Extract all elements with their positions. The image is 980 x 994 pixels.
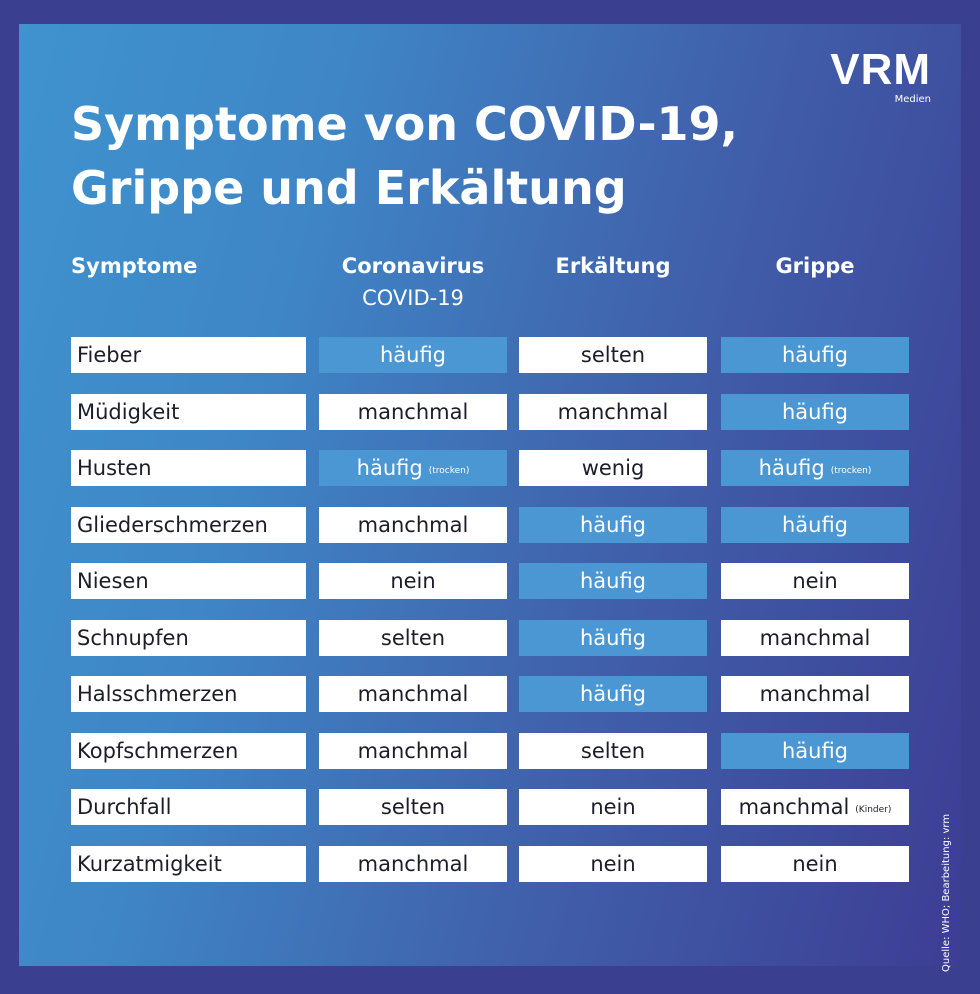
frequency-text: manchmal	[357, 682, 469, 706]
cold-cell	[519, 789, 707, 825]
title-line-2: Grippe und Erkältung	[71, 161, 627, 215]
symptom-cell: Kurzatmigkeit	[71, 846, 306, 882]
frequency-text: häufig	[781, 343, 849, 367]
corona-cell	[319, 620, 507, 656]
header-symptom: Symptome	[71, 254, 198, 278]
symptom-cell: Fieber	[71, 337, 306, 373]
frequency-text: manchmal	[759, 682, 871, 706]
cold-cell	[519, 563, 707, 599]
flu-cell	[721, 394, 909, 430]
frequency-text: häufig	[579, 682, 647, 706]
corona-cell	[319, 846, 507, 882]
infographic-card	[19, 24, 961, 972]
corona-cell	[319, 563, 507, 599]
flu-cell	[721, 507, 909, 543]
header-cold: Erkältung	[555, 254, 671, 278]
symptom-cell: Niesen	[71, 563, 306, 599]
vrm-logo	[830, 45, 931, 106]
corona-cell	[319, 733, 507, 769]
frequency-text: nein	[590, 852, 636, 876]
corona-cell	[319, 450, 507, 486]
symptom-cell: Husten	[71, 450, 306, 486]
frequency-text: häufig	[356, 456, 423, 480]
frequency-text: nein	[590, 795, 636, 819]
header-flu: Grippe	[775, 254, 855, 278]
flu-cell	[721, 450, 909, 486]
flu-cell	[721, 789, 909, 825]
flu-cell	[721, 563, 909, 599]
corona-cell	[319, 507, 507, 543]
flu-cell	[721, 733, 909, 769]
frequency-text: manchmal	[759, 626, 871, 650]
frequency-text: selten	[580, 739, 646, 763]
frequency-text: selten	[580, 343, 646, 367]
frequency-text: häufig	[758, 456, 825, 480]
frequency-note: (trocken)	[428, 466, 470, 476]
title-line-1: Symptome von COVID-19,	[71, 97, 739, 151]
frequency-text: häufig	[781, 400, 849, 424]
frequency-text: häufig	[579, 626, 647, 650]
frequency-text: häufig	[579, 513, 647, 537]
corona-cell	[319, 676, 507, 712]
frequency-text: häufig	[579, 569, 647, 593]
source-note: Quelle: WHO; Bearbeitung: vrm	[941, 813, 952, 972]
cold-cell	[519, 394, 707, 430]
flu-cell	[721, 337, 909, 373]
page-title	[71, 92, 738, 220]
symptom-cell: Durchfall	[71, 789, 306, 825]
corona-cell	[319, 337, 507, 373]
flu-cell	[721, 620, 909, 656]
symptom-cell: Müdigkeit	[71, 394, 306, 430]
cold-cell	[519, 620, 707, 656]
frequency-text: manchmal	[357, 852, 469, 876]
cold-cell	[519, 450, 707, 486]
frequency-text: manchmal	[557, 400, 669, 424]
frequency-text: manchmal	[357, 400, 469, 424]
logo-sub: Medien	[894, 94, 931, 105]
frequency-note: (Kinder)	[855, 805, 892, 815]
cold-cell	[519, 733, 707, 769]
cold-cell	[519, 337, 707, 373]
frequency-text: nein	[792, 569, 838, 593]
symptom-cell: Schnupfen	[71, 620, 306, 656]
frequency-text: manchmal	[738, 795, 850, 819]
frequency-text: nein	[792, 852, 838, 876]
frequency-note: (trocken)	[830, 466, 872, 476]
symptom-cell: Gliederschmerzen	[71, 507, 306, 543]
frequency-text: selten	[380, 626, 446, 650]
cold-cell	[519, 676, 707, 712]
flu-cell	[721, 676, 909, 712]
logo-brand: VRM	[830, 45, 931, 94]
frequency-text: selten	[380, 795, 446, 819]
frequency-text: wenig	[581, 456, 645, 480]
frequency-text: manchmal	[357, 739, 469, 763]
frequency-text: häufig	[379, 343, 447, 367]
header-corona: Coronavirus	[341, 254, 485, 278]
symptom-cell: Kopfschmerzen	[71, 733, 306, 769]
corona-cell	[319, 789, 507, 825]
frequency-text: häufig	[781, 739, 849, 763]
cold-cell	[519, 846, 707, 882]
frequency-text: häufig	[781, 513, 849, 537]
flu-cell	[721, 846, 909, 882]
symptom-cell: Halsschmerzen	[71, 676, 306, 712]
cold-cell	[519, 507, 707, 543]
frequency-text: manchmal	[357, 513, 469, 537]
corona-cell	[319, 394, 507, 430]
frequency-text: nein	[390, 569, 436, 593]
header-corona-sub: COVID-19	[362, 286, 464, 310]
